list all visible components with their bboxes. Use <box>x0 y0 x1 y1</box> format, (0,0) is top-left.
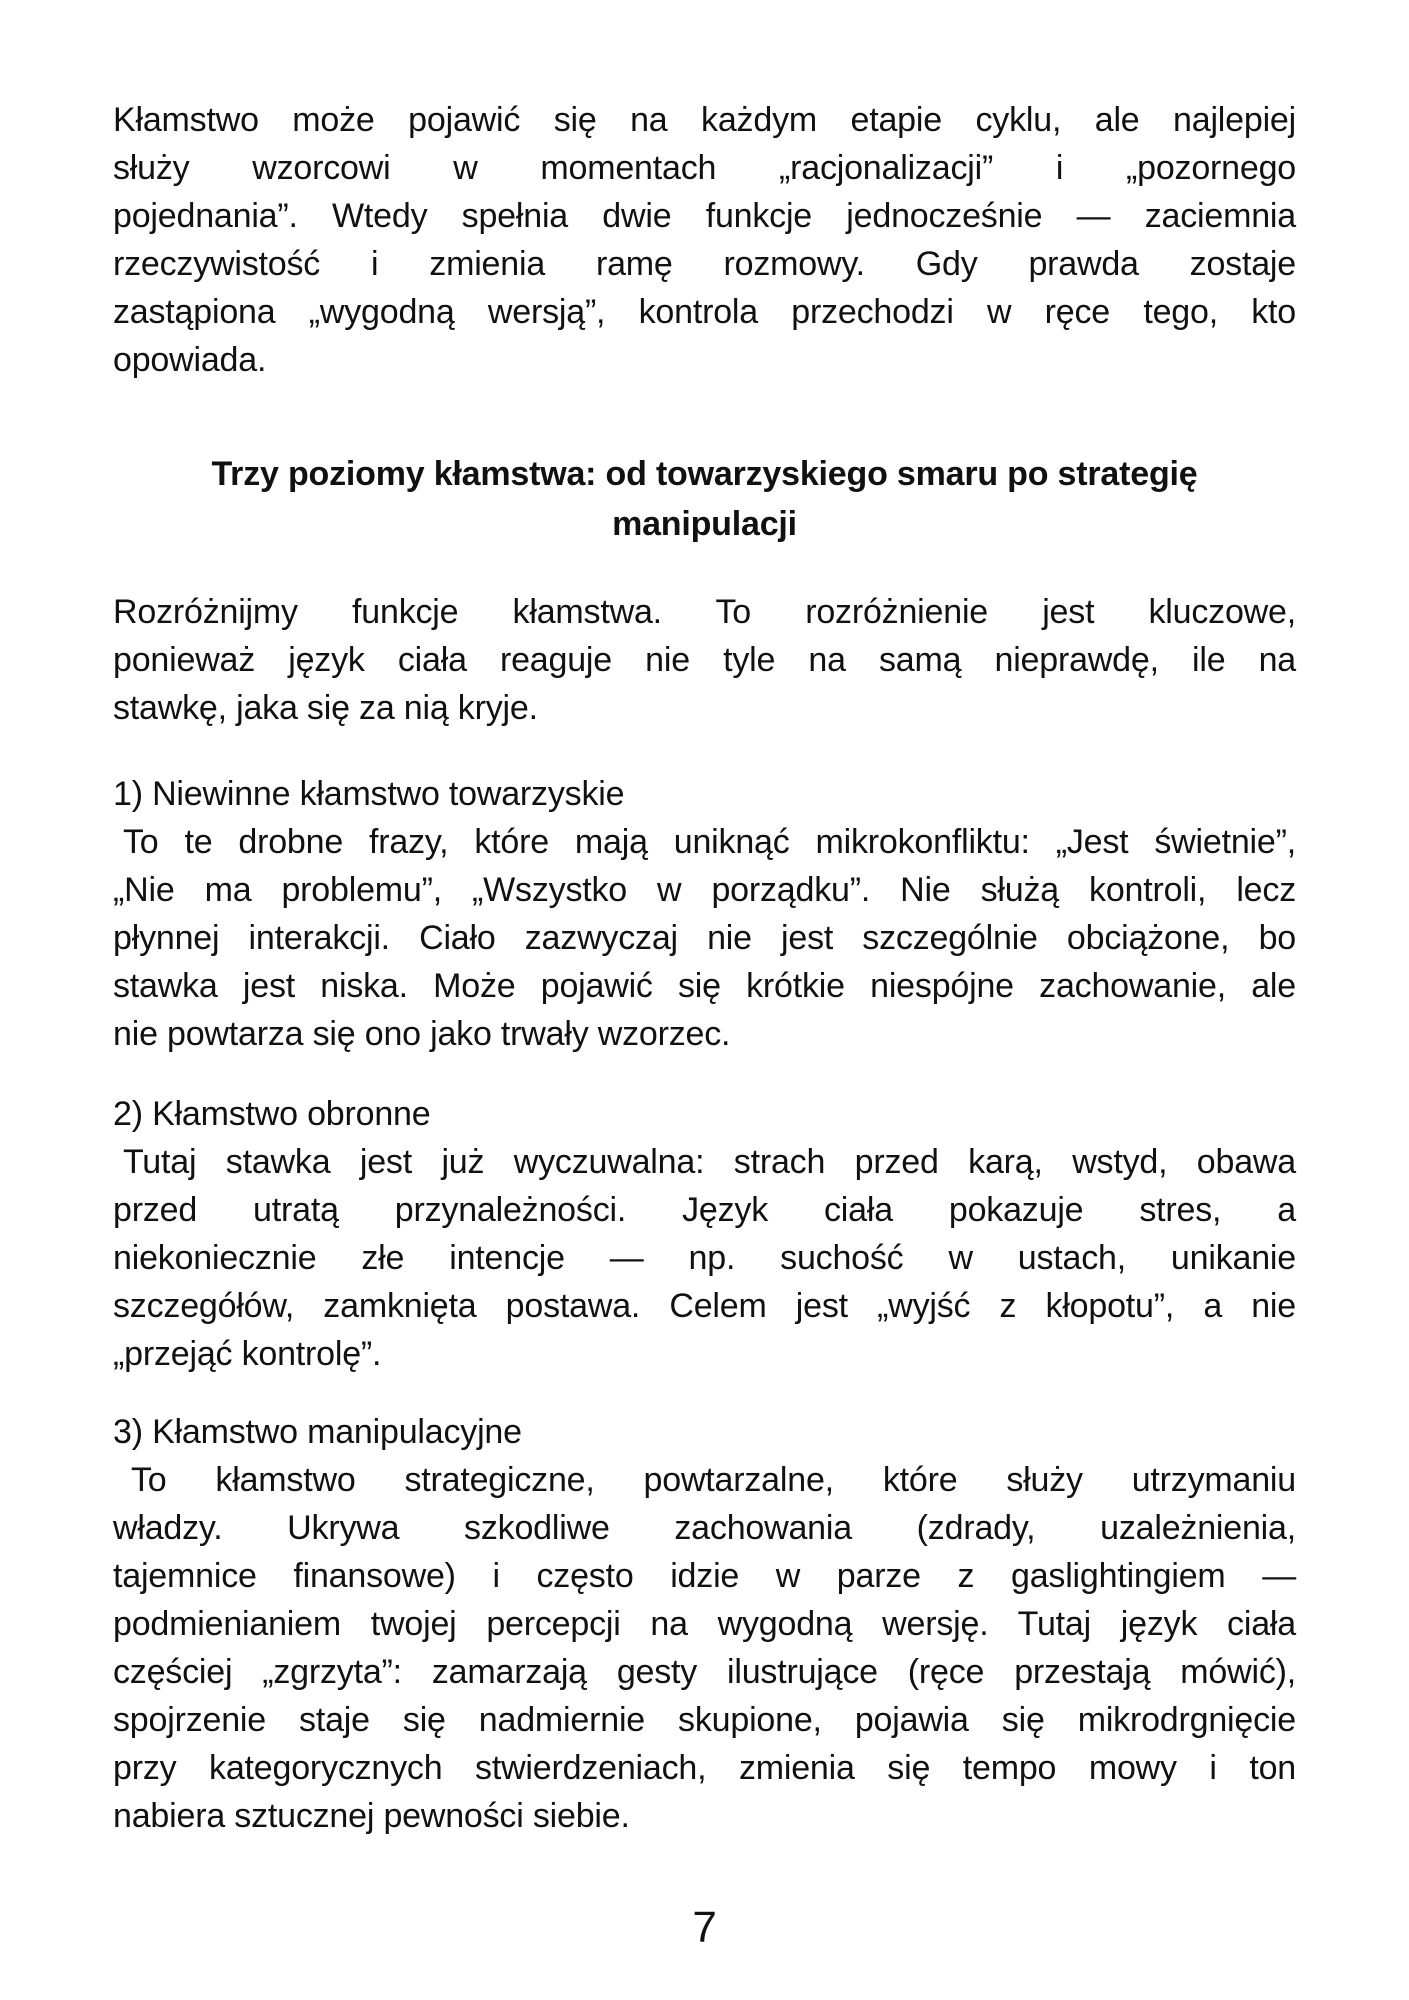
text-line: opowiada. <box>113 341 267 379</box>
section-title: 3) Kłamstwo manipulacyjne <box>113 1413 522 1451</box>
section-social-lie <box>113 770 1296 1058</box>
text-line: spojrzenie staje się nadmiernie skupione, pojawia się mikrodrgnięcie <box>113 1701 1296 1739</box>
text-line: zastąpiona „wygodną wersją”, kontrola przechodzi w ręce tego, kto <box>113 293 1296 331</box>
text-line: przed utratą przynależności. Język ciała pokazuje stres, a <box>113 1191 1296 1229</box>
text-line: „Nie ma problemu”, „Wszystko w porządku”. Nie służą kontroli, lecz <box>113 871 1296 909</box>
section-manipulative-lie <box>113 1408 1296 1840</box>
text-line: Kłamstwo może pojawić się na każdym etapie cyklu, ale najlepiej <box>113 101 1296 139</box>
text-line: To te drobne frazy, które mają uniknąć mikrokonfliktu: „Jest świetnie”, <box>123 823 1296 861</box>
text-line: stawka jest niska. Może pojawić się krótkie niespójne zachowanie, ale <box>113 967 1296 1005</box>
section-title: 1) Niewinne kłamstwo towarzyskie <box>113 775 625 813</box>
text-line: Rozróżnijmy funkcje kłamstwa. To rozróżnienie jest kluczowe, <box>113 593 1296 631</box>
text-line: władzy. Ukrywa szkodliwe zachowania (zdrady, uzależnienia, <box>113 1509 1296 1547</box>
text-line: rzeczywistość i zmienia ramę rozmowy. Gdy prawda zostaje <box>113 245 1296 283</box>
text-line: Tutaj stawka jest już wyczuwalna: strach przed karą, wstyd, obawa <box>123 1143 1296 1181</box>
paragraph-lie-in-cycle <box>113 96 1296 384</box>
text-line: szczegółów, zamknięta postawa. Celem jest „wyjść z kłopotu”, a nie <box>113 1287 1296 1325</box>
text-line: służy wzorcowi w momentach „racjonalizacji” i „pozornego <box>113 149 1296 187</box>
section-defensive-lie <box>113 1090 1296 1378</box>
text-line: pojednania”. Wtedy spełnia dwie funkcje jednocześnie — zaciemnia <box>113 197 1296 235</box>
section-title: 2) Kłamstwo obronne <box>113 1095 431 1133</box>
text-line: stawkę, jaka się za nią kryje. <box>113 689 538 727</box>
text-line: tajemnice finansowe) i często idzie w parze z gaslightingiem — <box>113 1557 1296 1595</box>
text-line: przy kategorycznych stwierdzeniach, zmienia się tempo mowy i ton <box>113 1749 1296 1787</box>
text-line: ponieważ język ciała reaguje nie tyle na samą nieprawdę, ile na <box>113 641 1296 679</box>
heading-line: Trzy poziomy kłamstwa: od towarzyskiego smaru po strategię <box>211 455 1198 493</box>
text-line: To kłamstwo strategiczne, powtarzalne, które służy utrzymaniu <box>131 1461 1296 1499</box>
text-line: płynnej interakcji. Ciało zazwyczaj nie jest szczególnie obciążone, bo <box>113 919 1296 957</box>
page-number: 7 <box>692 1903 717 1952</box>
paragraph-distinguish-functions <box>113 588 1296 732</box>
heading-line: manipulacji <box>612 505 797 543</box>
text-line: „przejąć kontrolę”. <box>113 1335 382 1373</box>
text-line: podmienianiem twojej percepcji na wygodną wersję. Tutaj język ciała <box>113 1605 1296 1643</box>
text-line: nabiera sztucznej pewności siebie. <box>113 1797 630 1835</box>
section-heading <box>113 449 1296 549</box>
text-line: nie powtarza się ono jako trwały wzorzec. <box>113 1015 731 1053</box>
text-line: częściej „zgrzyta”: zamarzają gesty ilustrujące (ręce przestają mówić), <box>113 1653 1296 1691</box>
text-line: niekoniecznie złe intencje — np. suchość w ustach, unikanie <box>113 1239 1296 1277</box>
